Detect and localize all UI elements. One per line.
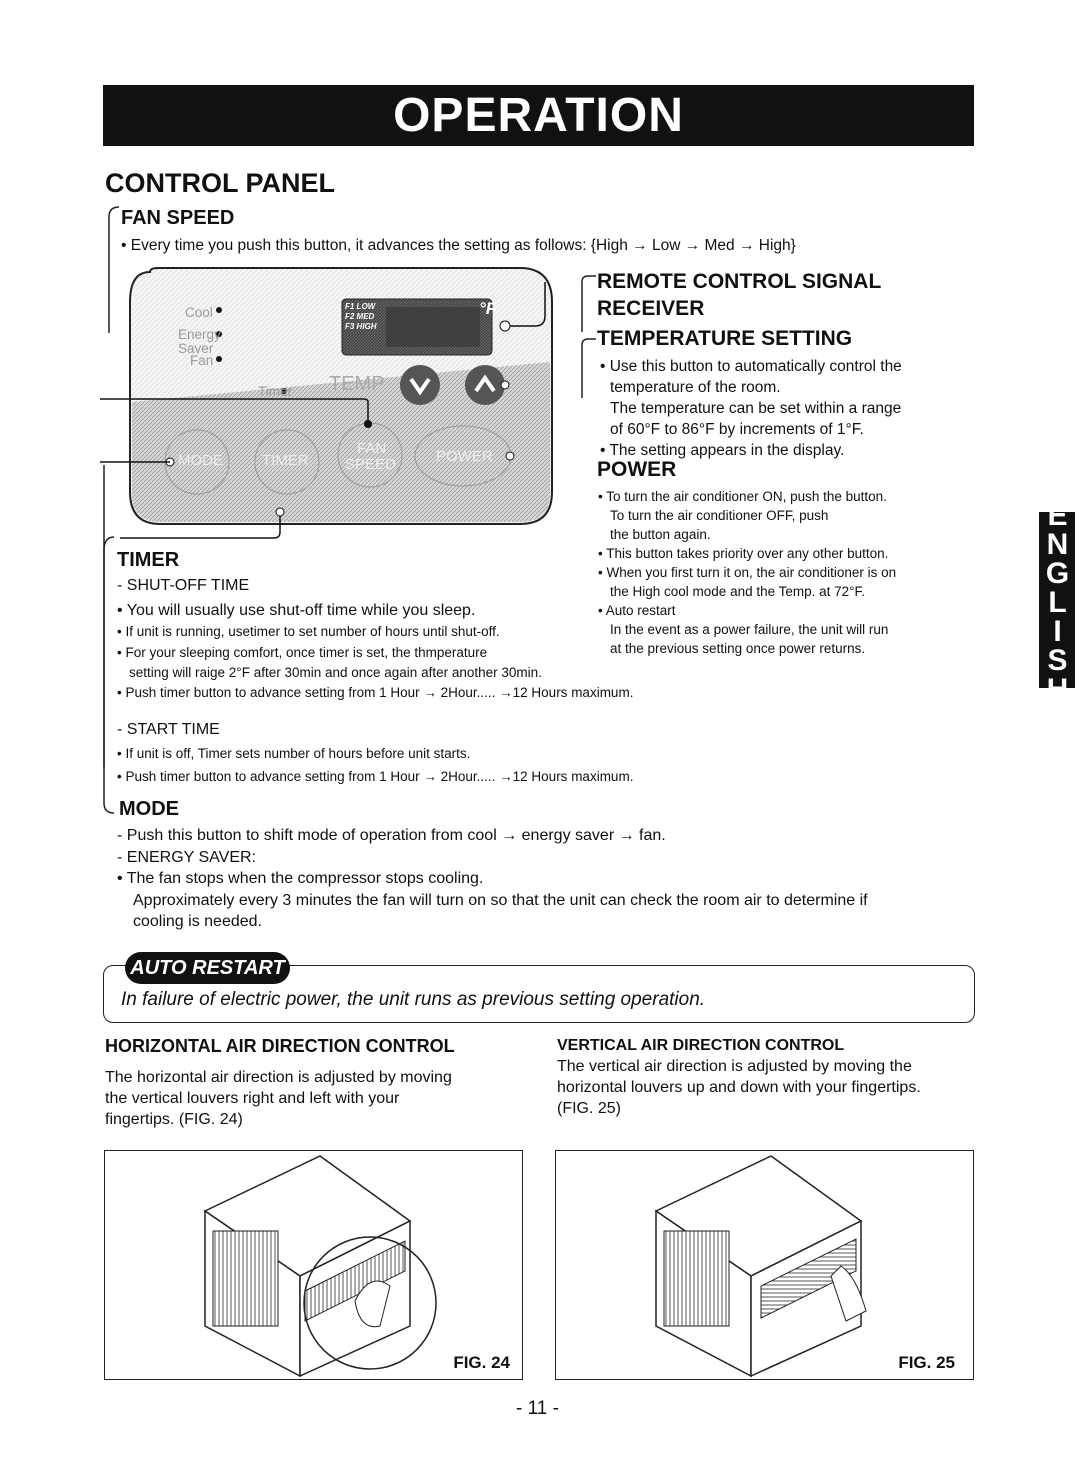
panel-label-energy: Energy: [178, 327, 221, 342]
power-text: • To turn the air conditioner ON, push the button. To turn the air conditioner OFF, push the button again. • This button takes priority over any other button. • When you first turn it on, the air conditioner is on the High cool mode and the Temp. at 72°F. • Auto restart In the event as a power failure, the unit will run at the previous setting once power returns.: [598, 489, 897, 656]
panel-label-timer: Timer: [258, 384, 292, 399]
temperature-heading: TEMPERATURE SETTING: [597, 327, 853, 350]
language-tab: ENGLISH: [1041, 498, 1074, 702]
auto-restart-label: AUTO RESTART: [125, 952, 290, 984]
right-brackets: [560, 268, 600, 408]
air-conditioner-illustration-25: [556, 1151, 973, 1379]
power-button-label: POWER: [436, 448, 493, 465]
panel-label-fan: Fan: [190, 353, 214, 368]
start-label: - START TIME: [117, 721, 220, 738]
mode-button-label: MODE: [178, 452, 223, 469]
fan-speed-heading: FAN SPEED: [121, 207, 235, 229]
page-banner: OPERATION: [103, 85, 974, 146]
power-heading: POWER: [597, 458, 677, 481]
remote-heading-2: RECEIVER: [597, 297, 705, 320]
shutoff-label: - SHUT-OFF TIME: [117, 577, 250, 594]
temperature-text: • Use this button to automatically control the temperature of the room. The temperature can be set within a range of 60°F to 86°F by increments of 1°F. • The setting appears in the display.: [600, 358, 902, 459]
display-readout: F1 LOW F2 MED F3 HIGH: [345, 302, 377, 331]
display-unit: °F: [479, 299, 497, 318]
panel-label-cool: Cool: [185, 305, 213, 320]
shutoff-text: • You will usually use shut-off time while you sleep. • If unit is running, usetimer to set number of hours until shut-off. • For your sleeping comfort, once timer is set, the thmperature setting will raige 2°F after 30min and once again after another 30min. • Push timer button to advance setting from 1 Hour → 2Hour..... →12 Hours maximum.: [117, 602, 634, 700]
horizontal-text: The horizontal air direction is adjusted by moving the vertical louvers right and left with your fingertips. (FIG. 24): [105, 1069, 452, 1128]
horizontal-heading: HORIZONTAL AIR DIRECTION CONTROL: [105, 1036, 455, 1056]
figure-24: [104, 1150, 523, 1380]
mode-bracket: [98, 465, 118, 815]
fig-24-label: FIG. 24: [453, 1353, 510, 1372]
vertical-text: The vertical air direction is adjusted by moving the horizontal louvers up and down with your fingertips. (FIG. 25): [557, 1058, 921, 1117]
fan-button-label: FAN: [357, 440, 387, 457]
timer-heading: TIMER: [117, 549, 180, 571]
vertical-heading: VERTICAL AIR DIRECTION CONTROL: [557, 1037, 845, 1054]
section-title: CONTROL PANEL: [105, 168, 336, 198]
fig-25-label: FIG. 25: [898, 1353, 955, 1372]
mode-text: - Push this button to shift mode of operation from cool → energy saver → fan. - ENERGY SAVER: • The fan stops when the compressor stops cooling. Approximately every 3 minutes the fan will turn on so that the unit can check the room air to determine if cooling is needed.: [117, 827, 868, 930]
page-number: - 11 -: [516, 1398, 559, 1419]
speed-button-label: SPEED: [345, 456, 396, 473]
auto-restart-text: In failure of electric power, the unit runs as previous setting operation.: [121, 989, 706, 1010]
remote-heading-1: REMOTE CONTROL SIGNAL: [597, 270, 882, 293]
air-conditioner-illustration-24: [105, 1151, 522, 1379]
start-text: • If unit is off, Timer sets number of hours before unit starts. • Push timer button to advance setting from 1 Hour → 2Hour..... →12 Hours maximum.: [117, 746, 634, 784]
fan-speed-text: • Every time you push this button, it advances the setting as follows: {High → Low → Med → High}: [121, 237, 796, 254]
panel-label-saver: Saver: [178, 341, 214, 356]
panel-label-temp: TEMP: [329, 373, 385, 395]
timer-button-label: TIMER: [262, 452, 309, 469]
mode-heading: MODE: [119, 798, 179, 820]
figure-25: [555, 1150, 974, 1380]
